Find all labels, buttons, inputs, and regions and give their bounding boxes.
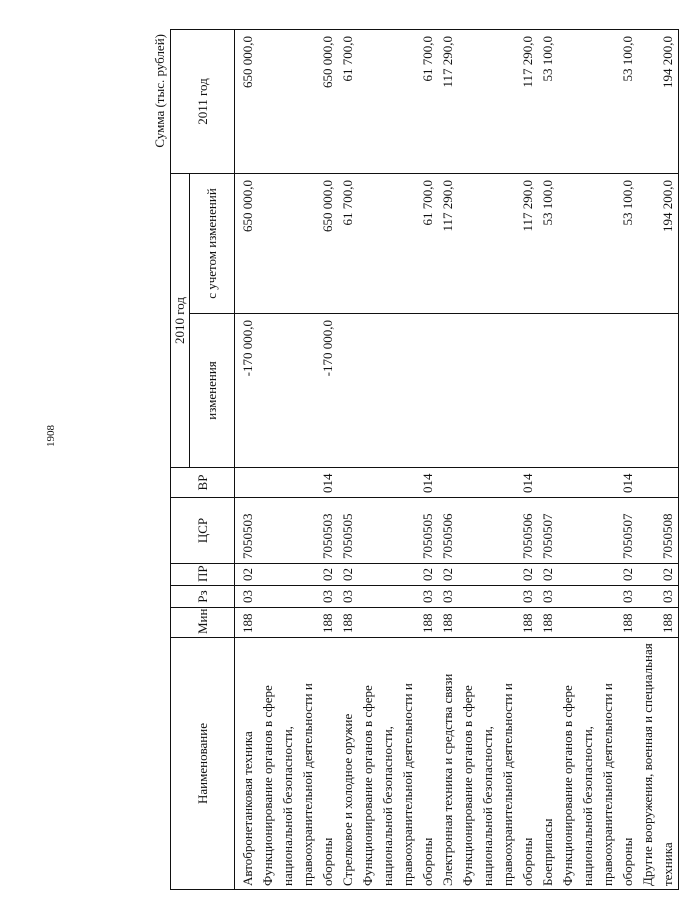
row-rz: 03 [358,586,438,608]
row-2011: 650 000,0 [238,30,258,174]
row-vr [238,468,258,498]
row-name: Функционирование органов в сфере национальной безопасности, правоохранительной деятельности и обороны [358,638,438,890]
row-min: 188 [558,608,638,638]
row-csr: 7050503 [258,498,338,564]
row-csr: 7050507 [558,498,638,564]
row-changes [338,314,358,468]
header-vr: ВР [171,468,235,498]
row-rz: 03 [538,586,558,608]
row-rz: 03 [558,586,638,608]
header-name: Наименование [171,638,235,890]
table-header [171,30,235,890]
table-row [458,30,538,890]
header-rz: Рз [171,586,235,608]
row-with-changes: 650 000,0 [238,174,258,314]
row-vr [438,468,458,498]
row-with-changes: 117 290,0 [438,174,458,314]
row-2011: 53 100,0 [538,30,558,174]
row-name: Функционирование органов в сфере национальной безопасности, правоохранительной деятельности и обороны [458,638,538,890]
row-min: 188 [458,608,538,638]
row-2011: 117 290,0 [458,30,538,174]
row-2011: 650 000,0 [258,30,338,174]
row-changes: -170 000,0 [258,314,338,468]
row-rz: 03 [638,586,679,608]
row-2011: 61 700,0 [358,30,438,174]
row-rz: 03 [258,586,338,608]
row-pr: 02 [438,564,458,586]
row-pr: 02 [558,564,638,586]
rotated-budget-table-container [150,30,676,890]
row-pr: 02 [538,564,558,586]
table-body [235,30,679,890]
header-changes: изменения [190,314,235,468]
row-pr: 02 [258,564,338,586]
row-with-changes: 53 100,0 [558,174,638,314]
budget-table [170,29,679,890]
row-name: Боеприпасы [538,638,558,890]
row-changes [358,314,438,468]
row-pr: 02 [458,564,538,586]
row-changes [458,314,538,468]
row-name: Другие вооружения, военная и специальная техника [638,638,679,890]
header-year-2011: 2011 год [171,30,235,174]
row-rz: 03 [238,586,258,608]
row-csr: 7050508 [638,498,679,564]
row-csr: 7050505 [338,498,358,564]
row-with-changes: 61 700,0 [338,174,358,314]
row-changes [438,314,458,468]
table-row [258,30,338,890]
row-rz: 03 [458,586,538,608]
row-csr: 7050505 [358,498,438,564]
row-rz: 03 [338,586,358,608]
table-row [238,30,258,890]
row-with-changes: 650 000,0 [258,174,338,314]
row-with-changes: 117 290,0 [458,174,538,314]
row-name: Функционирование органов в сфере национальной безопасности, правоохранительной деятельности и обороны [258,638,338,890]
row-2011: 117 290,0 [438,30,458,174]
row-changes [638,314,679,468]
table-row [338,30,358,890]
row-name: Автобронетанковая техника [238,638,258,890]
header-min: Мин [171,608,235,638]
row-changes [558,314,638,468]
row-csr: 7050503 [238,498,258,564]
row-csr: 7050506 [458,498,538,564]
header-csr: ЦСР [171,498,235,564]
row-min: 188 [538,608,558,638]
row-vr: 014 [558,468,638,498]
row-vr [638,468,679,498]
row-name: Электронная техника и средства связи [438,638,458,890]
header-pr: ПР [171,564,235,586]
row-name: Функционирование органов в сфере национальной безопасности, правоохранительной деятельности и обороны [558,638,638,890]
row-with-changes: 194 200,0 [638,174,679,314]
row-min: 188 [338,608,358,638]
row-vr: 014 [358,468,438,498]
row-changes: -170 000,0 [238,314,258,468]
table-row [558,30,638,890]
row-2011: 61 700,0 [338,30,358,174]
row-vr: 014 [458,468,538,498]
row-with-changes: 53 100,0 [538,174,558,314]
row-rz: 03 [438,586,458,608]
row-vr [538,468,558,498]
row-pr: 02 [638,564,679,586]
table-row [538,30,558,890]
row-min: 188 [258,608,338,638]
row-pr: 02 [238,564,258,586]
row-changes [538,314,558,468]
row-csr: 7050507 [538,498,558,564]
row-pr: 02 [358,564,438,586]
row-vr [338,468,358,498]
page-number: 1908 [45,425,57,447]
row-with-changes: 61 700,0 [358,174,438,314]
row-2011: 194 200,0 [638,30,679,174]
row-min: 188 [238,608,258,638]
row-min: 188 [358,608,438,638]
row-name: Стрелковое и холодное оружие [338,638,358,890]
header-year-2010: 2010 год [171,174,190,468]
row-min: 188 [438,608,458,638]
row-min: 188 [638,608,679,638]
header-with-changes: с учетом изменений [190,174,235,314]
row-vr: 014 [258,468,338,498]
units-label: Сумма (тыс. рублей) [152,34,167,148]
row-csr: 7050506 [438,498,458,564]
table-row [638,30,679,890]
row-pr: 02 [338,564,358,586]
row-2011: 53 100,0 [558,30,638,174]
table-row [358,30,438,890]
table-row [438,30,458,890]
